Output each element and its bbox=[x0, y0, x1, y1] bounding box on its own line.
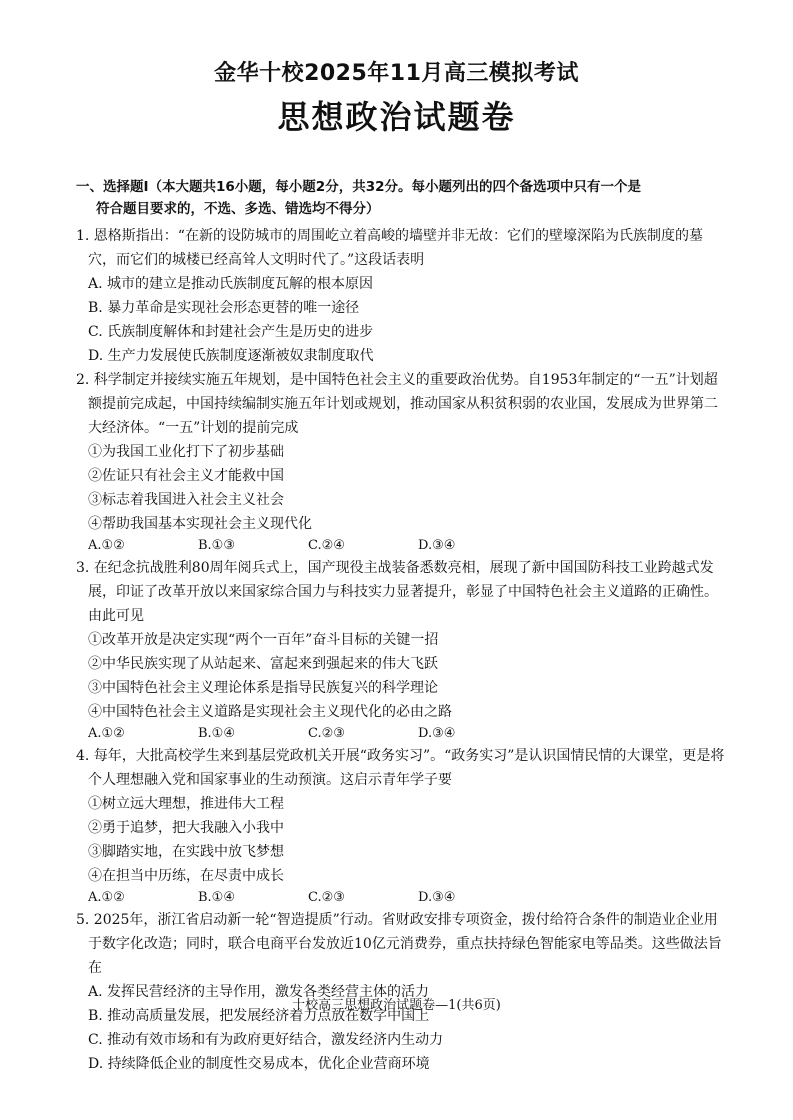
statement-4: ④在担当中历练，在尽责中成长 bbox=[88, 868, 284, 884]
answer-d: D.③④ bbox=[418, 890, 456, 905]
statement-4: ④中国特色社会主义道路是实现社会主义现代化的必由之路 bbox=[88, 704, 452, 720]
answer-choices bbox=[76, 888, 726, 908]
question-options bbox=[76, 272, 726, 368]
answer-d: D.③④ bbox=[418, 726, 456, 741]
answer-c: C.②④ bbox=[308, 538, 345, 553]
question-5 bbox=[76, 908, 726, 1076]
answer-c: C.②③ bbox=[308, 890, 345, 905]
option-c: C. 氏族制度解体和封建社会产生是历史的进步 bbox=[88, 324, 374, 340]
option-d: D. 生产力发展使氏族制度逐渐被奴隶制度取代 bbox=[88, 348, 374, 364]
statement-1: ①为我国工业化打下了初步基础 bbox=[88, 444, 284, 460]
question-stem: 2. 科学制定并接续实施五年规划，是中国特色社会主义的重要政治优势。自1953年制定的“一五”计划超额提前完成起，中国持续编制实施五年计划或规划，推动国家从积贫积弱的农业国，发展成为世界第二大经济体。“一五”计划的提前完成 bbox=[76, 372, 718, 436]
statement-3: ③标志着我国进入社会主义社会 bbox=[88, 492, 284, 508]
statement-3: ③脚踏实地，在实践中放飞梦想 bbox=[88, 844, 284, 860]
question-stem: 4. 每年，大批高校学生来到基层党政机关开展“政务实习”。“政务实习”是认识国情民情的大课堂，更是将个人理想融入党和国家事业的生动预演。这启示青年学子要 bbox=[76, 748, 725, 788]
exam-title: 金华十校2025年11月高三模拟考试 bbox=[214, 61, 579, 86]
statement-1: ①树立远大理想，推进伟大工程 bbox=[88, 796, 284, 812]
statement-grid bbox=[76, 792, 726, 888]
statement-2: ②佐证只有社会主义才能救中国 bbox=[88, 468, 284, 484]
answer-c: C.②③ bbox=[308, 726, 345, 741]
answer-b: B.①④ bbox=[198, 726, 235, 741]
question-stem: 5. 2025年，浙江省启动新一轮“智造提质”行动。省财政安排专项资金，拨付给符合条件的制造业企业用于数字化改造；同时，联合电商平台发放近10亿元消费券，重点扶持绿色智能家电等品类。这些做法旨在 bbox=[76, 912, 722, 976]
option-b: B. 暴力革命是实现社会形态更替的唯一途径 bbox=[88, 300, 360, 316]
answer-b: B.①④ bbox=[198, 890, 235, 905]
page-footer: 十校高三思想政治试题卷—1(共6页) bbox=[292, 998, 501, 1013]
statement-grid bbox=[76, 440, 726, 536]
question-stem: 1. 恩格斯指出：“在新的设防城市的周围屹立着高峻的墙壁并非无故：它们的壁壕深陷为氏族制度的墓穴，而它们的城楼已经高耸人文明时代了。”这段话表明 bbox=[76, 228, 703, 268]
answer-choices bbox=[76, 536, 726, 556]
answer-a: A.①② bbox=[88, 890, 125, 905]
statement-4: ④帮助我国基本实现社会主义现代化 bbox=[88, 516, 312, 532]
option-d: D. 持续降低企业的制度性交易成本，优化企业营商环境 bbox=[88, 1056, 430, 1072]
answer-b: B.①③ bbox=[198, 538, 235, 553]
exam-subtitle: 思想政治试题卷 bbox=[277, 98, 516, 136]
question-2 bbox=[76, 368, 726, 556]
option-c: C. 推动有效市场和有为政府更好结合，激发经济内生动力 bbox=[88, 1032, 444, 1048]
question-1 bbox=[76, 224, 726, 368]
statement-3: ③中国特色社会主义理论体系是指导民族复兴的科学理论 bbox=[88, 680, 438, 696]
section-heading-line2: 符合题目要求的，不选、多选、错选均不得分） bbox=[96, 201, 380, 217]
section-heading-line1: 一、选择题Ⅰ（本大题共16小题，每小题2分，共32分。每小题列出的四个备选项中只有一个是 bbox=[76, 179, 641, 195]
question-4 bbox=[76, 744, 726, 908]
question-stem: 3. 在纪念抗战胜利80周年阅兵式上，国产现役主战装备悉数亮相，展现了新中国国防科技工业跨越式发展，印证了改革开放以来国家综合国力与科技实力显著提升，彰显了中国特色社会主义道路的正确性。由此可见 bbox=[76, 560, 718, 624]
statement-2: ②中华民族实现了从站起来、富起来到强起来的伟大飞跃 bbox=[88, 656, 438, 672]
statement-list bbox=[76, 628, 726, 724]
option-a: A. 城市的建立是推动氏族制度瓦解的根本原因 bbox=[88, 276, 374, 292]
answer-choices bbox=[76, 724, 726, 744]
exam-content bbox=[76, 176, 726, 1076]
answer-d: D.③④ bbox=[418, 538, 456, 553]
answer-a: A.①② bbox=[88, 726, 125, 741]
option-b: B. 推动高质量发展，把发展经济着力点放在数字中国上 bbox=[88, 1008, 430, 1024]
option-a: A. 发挥民营经济的主导作用，激发各类经营主体的活力 bbox=[88, 984, 430, 1000]
statement-1: ①改革开放是决定实现“两个一百年”奋斗目标的关键一招 bbox=[88, 632, 439, 648]
question-3 bbox=[76, 556, 726, 744]
section-heading bbox=[76, 176, 726, 220]
statement-2: ②勇于追梦，把大我融入小我中 bbox=[88, 820, 284, 836]
answer-a: A.①② bbox=[88, 538, 125, 553]
